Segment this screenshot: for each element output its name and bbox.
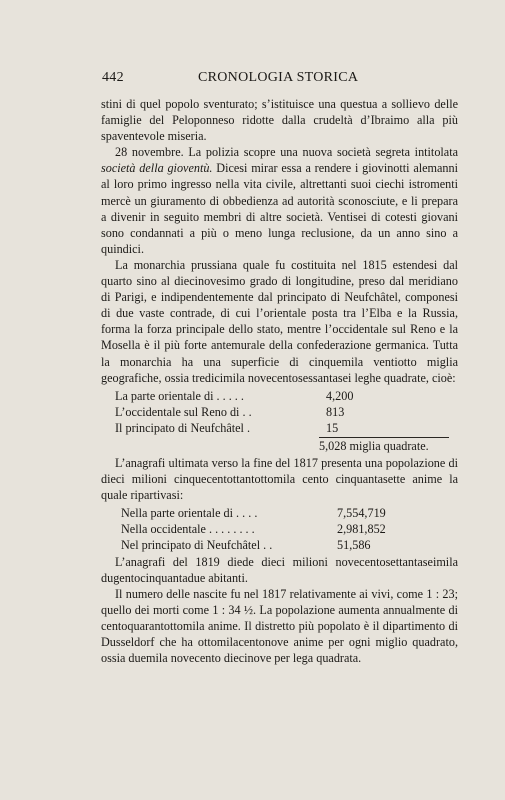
- paragraph-6: Il numero delle nascite fu nel 1817 relativamente ai vivi, come 1 : 23; quello dei morti come 1 : 34 ½. La popolazione aumenta annualmente di centoquarantottomila anime. Il distretto più popolato è il dipartimento di Dusseldorf che ha ottomilacentonove anime per ogni miglio quadrato, ossia duemila novecento diecinove per lega quadrata.: [101, 586, 458, 666]
- page-number: 442: [102, 70, 124, 85]
- table-row: [101, 537, 458, 553]
- row-label: L’occidentale sul Reno di . .: [115, 404, 252, 419]
- area-table: [101, 388, 458, 455]
- row-value: 4,200: [326, 388, 354, 403]
- body-text: [101, 96, 458, 666]
- table-row: [101, 505, 458, 521]
- table-row: [101, 420, 458, 436]
- table-total: [101, 438, 458, 455]
- total-value: 5,028 miglia quadrate.: [319, 438, 429, 453]
- table-row: [101, 521, 458, 537]
- running-title: CRONOLOGIA STORICA: [198, 70, 359, 85]
- running-header: [102, 70, 460, 90]
- paragraph-5: L’anagrafi del 1819 diede dieci milioni novecentosettantaseimila dugentocinquantadue abitanti.: [101, 554, 458, 585]
- society-name-italic: società della gioventù.: [101, 161, 213, 176]
- paragraph-1: stini di quel popolo sventurato; s’istituisce una questua a sollievo delle famiglie del Peloponneso ridotte dalla crudeltà d’Ibraimo alla più spaventevole miseria.: [101, 97, 458, 144]
- paragraph-3: La monarchia prussiana quale fu costituita nel 1815 estendesi dal quarto sino al diecinovesimo grado di longitudine, preso dal meridiano di Parigi, e indipendentemente dal principato di Neufchâtel, componesi di due vaste contrade, di cui l’orientale posta tra l’Elba e la Russia, forma la forza principale dello stato, mentre l’occidentale sul Reno e la Mosella è il più forte antemurale della confederazione germanica. Tutta la monarchia ha una superficie di cinquemila ventiotto miglia geografiche, ossia tredicimila novecentosessantasei leghe quadrate, cioè:: [101, 257, 458, 385]
- table-row: [101, 388, 458, 404]
- paragraph-4: L’anagrafi ultimata verso la fine del 1817 presenta una popolazione di dieci milioni cinquecentottantottomila cento cinquantasette anime la quale ripartivasi:: [101, 455, 458, 503]
- population-table: [101, 505, 458, 553]
- row-label: Nella parte orientale di . . . .: [121, 506, 258, 521]
- table-row: [101, 404, 458, 420]
- row-value: 2,981,852: [337, 522, 386, 537]
- paragraph-2-start: 28 novembre. La polizia scopre una nuova società segreta intitolata: [115, 145, 458, 160]
- row-value: 51,586: [337, 538, 371, 553]
- paragraph-2-rest: Dicesi mirar essa a rendere i giovinotti alemanni al loro primo ingresso nella vita civile, altrettanti suoi ciechi istromenti mercè un giuramento di obbedienza ad autorità sconosciute, e li prepara a divenir in seguito membri di altre società. Ventisei di cotesti giovani sono condannati a più o meno lunga reclusione, da un anno sino a quindici.: [101, 161, 458, 256]
- row-value: 7,554,719: [337, 506, 386, 521]
- row-value: 813: [326, 404, 345, 419]
- row-label: Il principato di Neufchâtel .: [115, 420, 251, 435]
- paragraph-2: [101, 144, 458, 257]
- row-value: 15: [326, 420, 339, 435]
- row-label: Nella occidentale . . . . . . . .: [121, 522, 255, 537]
- row-label: Nel principato di Neufchâtel . .: [121, 538, 273, 553]
- row-label: La parte orientale di . . . . .: [115, 388, 244, 403]
